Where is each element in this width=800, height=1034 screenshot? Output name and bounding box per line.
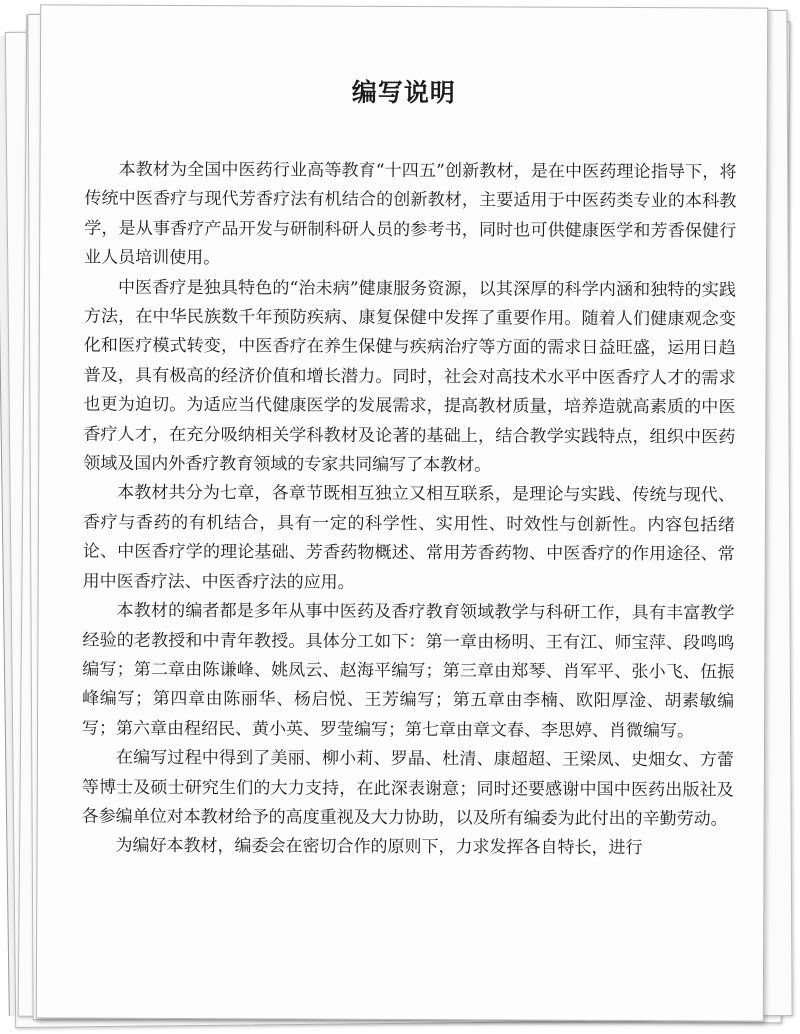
paragraph-intro: 本教材为全国中医药行业高等教育“十四五”创新教材，是在中医药理论指导下，将传统中医香疗与现代芳香疗法有机结合的创新教材，主要适用于中医药类专业的本科教学，是从事香疗产品开发与研制科研人员的参考书，同时也可供健康医学和芳香保健行业人员培训使用。 [84,159,737,269]
paragraph-authors: 本教材的编者都是多年从事中医药及香疗教育领域教学与科研工作，具有丰富教学经验的老教授和中青年教授。具体分工如下：第一章由杨明、王有江、师宝萍、段鸣鸣编写；第二章由陈谦峰、姚凤云、赵海平编写；第三章由郑琴、肖军平、张小飞、伍振峰编写；第四章由陈丽华、杨启悦、王芳编写；第五章由李楠、欧阳厚淦、胡素敏编写；第六章由程绍民、黄小英、罗莹编写；第七章由章文春、李思婷、肖微编写。 [82,600,735,741]
document-body [81,156,736,865]
paragraph-background: 中医香疗是独具特色的“治未病”健康服务资源，以其深厚的科学内涵和独特的实践方法，在中华民族数千年预防疾病、康复保健中发挥了重要作用。随着人们健康观念变化和医疗模式转变，中医香疗在养生保健与疾病治疗等方面的需求日益旺盛，运用日趋普及，具有极高的经济价值和增长潜力。同时，社会对高技术水平中医香疗人才的需求也更为迫切。为适应当代健康医学的发展需求，提高教材质量，培养造就高素质的中医香疗人才，在充分吸纳相关学科教材及论著的基础上，结合教学实践特点，组织中医药领域及国内外香疗教育领域的专家共同编写了本教材。 [83,277,737,476]
paragraph-acknowledgements: 在编写过程中得到了美丽、柳小莉、罗晶、杜清、康超超、王梁凤、史畑女、方蕾等博士及硕士研究生们的大力支持，在此深表谢意；同时还要感谢中国中医药出版社及各参编单位对本教材给予的高度重视及大力协助，以及所有编委为此付出的辛勤劳动。 [81,747,734,830]
document-page [36,4,768,1021]
paragraph-structure: 本教材共分为七章，各章节既相互独立又相互联系，是理论与实践、传统与现代、香疗与香药的有机结合，具有一定的科学性、实用性、时效性与创新性。内容包括绪论、中医香疗学的理论基础、芳香药物概述、常用芳香药物、中医香疗的作用途径、常用中医香疗法、中医香疗法的应用。 [82,483,736,593]
page-title: 编写说明 [351,77,456,108]
paragraph-closing: 为编好本教材，编委会在密切合作的原则下，力求发挥各自特长，进行 [115,836,643,859]
